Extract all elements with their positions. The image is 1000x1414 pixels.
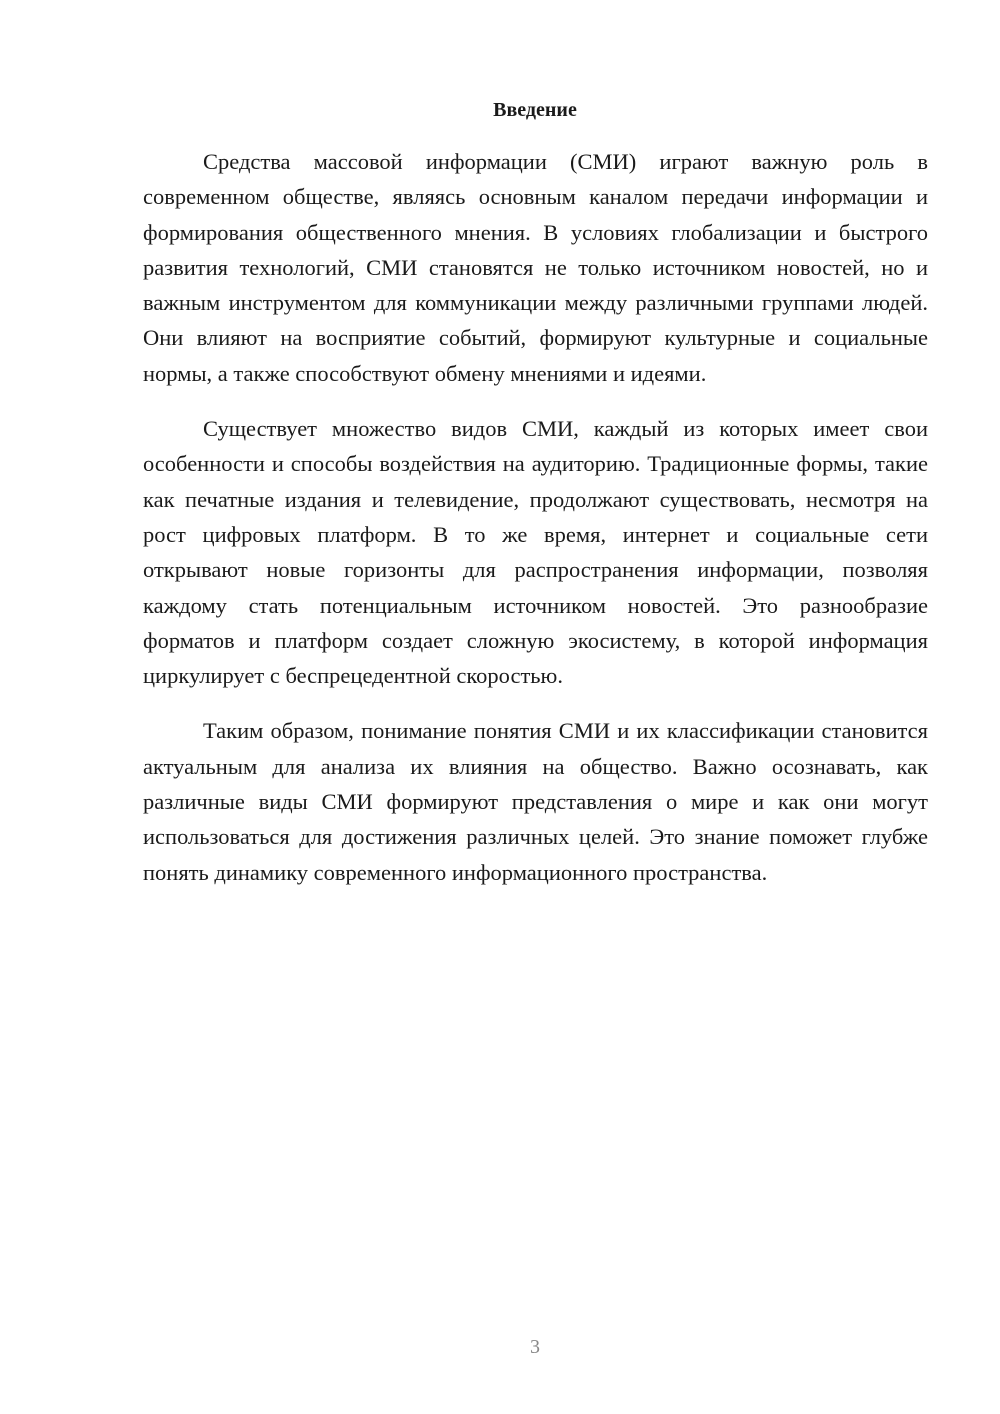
body-text xyxy=(143,144,928,910)
page-number: 3 xyxy=(530,1336,540,1358)
paragraph-3: Таким образом, понимание понятия СМИ и их классификации становится актуальным для анализа их влияния на общество. Важно осознавать, как различные виды СМИ формируют представления о мире и как они могут использоваться для достижения различных целей. Это знание поможет глубже понять динамику современного информационного пространства. xyxy=(143,718,928,885)
section-heading: Введение xyxy=(493,99,577,121)
paragraph-2: Существует множество видов СМИ, каждый из которых имеет свои особенности и способы воздействия на аудиторию. Традиционные формы, такие как печатные издания и телевидение, продолжают существовать, несмотря на рост цифровых платформ. В то же время, интернет и социальные сети открывают новые горизонты для распространения информации, позволяя каждому стать потенциальным источником новостей. Это разнообразие форматов и платформ создает сложную экосистему, в которой информация циркулирует с беспрецедентной скоростью. xyxy=(143,416,928,689)
paragraph-1: Средства массовой информации (СМИ) играют важную роль в современном обществе, являясь основным каналом передачи информации и формирования общественного мнения. В условиях глобализации и быстрого развития технологий, СМИ становятся не только источником новостей, но и важным инструментом для коммуникации между различными группами людей. Они влияют на восприятие событий, формируют культурные и социальные нормы, а также способствуют обмену мнениями и идеями. xyxy=(143,149,928,386)
